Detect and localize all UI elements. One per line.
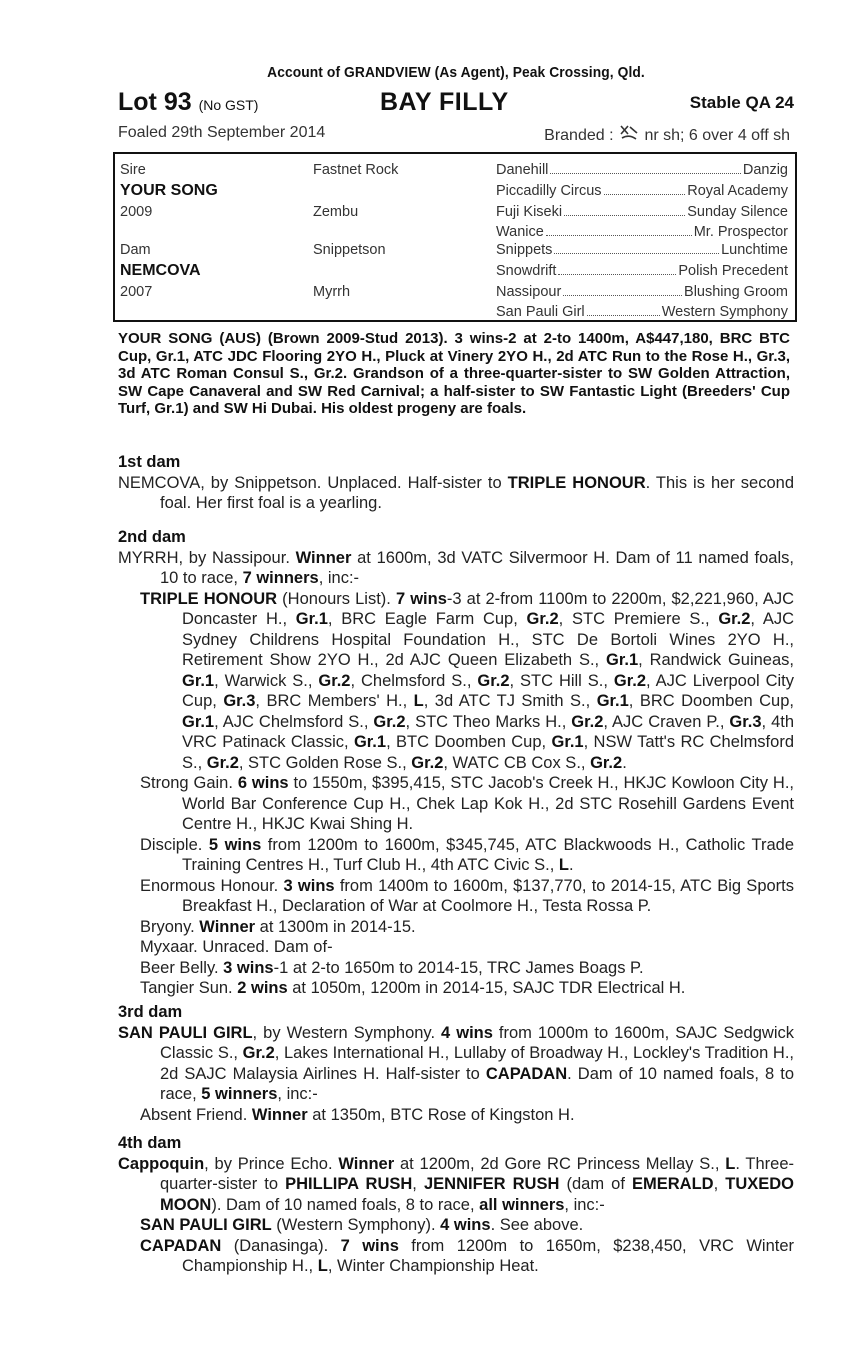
second-dam-intro: MYRRH, by Nassipour. Winner at 1600m, 3d VATC Silvermoor H. Dam of 11 named foals, 10 to race, 7 winners, inc:- — [118, 548, 794, 587]
grandparent-row — [496, 204, 788, 220]
grandparent-name: Piccadilly Circus — [496, 183, 602, 199]
lot-header — [118, 88, 794, 116]
foaled-date: Foaled 29th September 2014 — [118, 124, 326, 141]
grandparent-name: Snowdrift — [496, 263, 557, 279]
progeny-entry: CAPADAN (Danasinga). 7 wins from 1200m to 1650m, $238,450, VRC Winter Championship H., L, Winter Championship Heat. — [140, 1236, 794, 1275]
grandparent-row — [496, 263, 788, 279]
grandparent-row — [496, 284, 788, 300]
progeny-entry: Strong Gain. 6 wins to 1550m, $395,415, STC Jacob's Creek H., HKJC Kowloon City H., World Bar Conference Cup H., Chek Lap Kok H., 2d STC Rosehill Gardens Event Centre H., HKJC Kwai Shing H. — [140, 774, 794, 833]
first-dam-text: NEMCOVA, by Snippetson. Unplaced. Half-sister to TRIPLE HONOUR. This is her second foal. Her first foal is a yearling. — [118, 473, 795, 512]
grandparent-row — [496, 242, 788, 258]
pedigree-table — [113, 152, 797, 322]
grandparent-name: Fuji Kiseki — [496, 204, 563, 220]
sire-sire: Fastnet Rock — [313, 162, 399, 178]
fourth-dam-section — [118, 1133, 794, 1277]
progeny-entry: Bryony. Winner at 1300m in 2014-15. — [140, 917, 416, 936]
brand-info — [544, 124, 790, 145]
grandparent-sire: Polish Precedent — [678, 263, 788, 279]
fourth-dam-heading: 4th dam — [118, 1134, 182, 1152]
third-dam-text: SAN PAULI GIRL, by Western Symphony. 4 wins from 1000m to 1600m, SAJC Sedgwick Classic S., Gr.2, Lakes International H., Lullaby of Broadway H., Lockley's Tradition H., 2d SAJC Malaysia Airlines H. Half-sister to CAPADAN. Dam of 10 named foals, 8 to race, 5 winners, inc:- — [118, 1023, 795, 1103]
grandparent-sire: Danzig — [742, 162, 788, 178]
dam-name: NEMCOVA — [120, 262, 201, 279]
grandparent-row — [496, 224, 788, 240]
grand-progeny-entry: Beer Belly. 3 wins-1 at 2-to 1650m to 2014-15, TRC James Boags P. — [140, 958, 644, 977]
lot-number — [118, 88, 258, 117]
branded-suffix: nr sh; 6 over 4 off sh — [644, 127, 790, 144]
dam-label: Dam — [120, 242, 151, 258]
sire-name: YOUR SONG — [120, 182, 218, 199]
first-dam-section — [118, 452, 794, 514]
progeny-entry: Absent Friend. Winner at 1350m, BTC Rose of Kingston H. — [140, 1105, 575, 1124]
dam-sire: Snippetson — [313, 242, 386, 258]
grandparent-sire: Western Symphony — [661, 304, 788, 320]
first-dam-heading: 1st dam — [118, 453, 181, 471]
grandparent-name: Wanice — [496, 224, 544, 240]
progeny-entry: Myxaar. Unraced. Dam of- — [140, 938, 333, 956]
grandparent-name: San Pauli Girl — [496, 304, 585, 320]
dam-year: 2007 — [120, 284, 153, 300]
third-dam-heading: 3rd dam — [118, 1003, 183, 1021]
grandparent-sire: Mr. Prospector — [693, 224, 788, 240]
grand-progeny-entry: Tangier Sun. 2 wins at 1050m, 1200m in 2014-15, SAJC TDR Electrical H. — [140, 979, 686, 997]
grandparent-sire: Sunday Silence — [687, 204, 788, 220]
stable-number: Stable QA 24 — [689, 93, 794, 112]
fourth-dam-text: Cappoquin, by Prince Echo. Winner at 1200m, 2d Gore RC Princess Mellay S., L. Three-quarter-sister to PHILLIPA RUSH, JENNIFER RUSH (dam of EMERALD, TUXEDO MOON). Dam of 10 named foals, 8 to race, all winners, inc:- — [118, 1154, 795, 1214]
third-dam-section — [118, 1002, 794, 1125]
second-dam-section — [118, 527, 794, 999]
grandparent-sire: Royal Academy — [687, 183, 788, 199]
gst-note: (No GST) — [198, 97, 259, 113]
branded-prefix: Branded : — [544, 127, 614, 144]
progeny-entry: SAN PAULI GIRL (Western Symphony). 4 wins. See above. — [140, 1216, 584, 1234]
grandparent-row — [496, 162, 788, 178]
sire-summary: YOUR SONG (AUS) (Brown 2009-Stud 2013). 3 wins-2 at 2-to 1400m, A$447,180, BRC BTC Cup, Gr.1, ATC JDC Flooring 2YO H., Pluck at Vinery 2YO H., 2d ATC Run to the Rose H., Gr.3, 3d ATC Roman Consul S., Gr.2. Grandson of a three-quarter-sister to SW Golden Attraction, SW Cape Canaveral and SW Red Carnival; a half-sister to SW Fantastic Light (Breeders' Cup Turf, Gr.1) and SW Hi Dubai. His oldest progeny are foals. — [118, 330, 790, 417]
grandparent-row — [496, 304, 788, 320]
second-dam-heading: 2nd dam — [118, 528, 186, 546]
progeny-entry: Enormous Honour. 3 wins from 1400m to 1600m, $137,770, to 2014-15, ATC Big Sports Breakfast H., Declaration of War at Coolmore H., Testa Rossa P. — [140, 876, 794, 915]
grandparent-row — [496, 183, 788, 199]
horse-description: BAY FILLY — [380, 88, 509, 116]
grandparent-name: Nassipour — [496, 284, 562, 300]
sire-label: Sire — [120, 162, 146, 178]
progeny-entry: TRIPLE HONOUR (Honours List). 7 wins-3 at 2-from 1100m to 2200m, $2,221,960, AJC Doncaster H., Gr.1, BRC Eagle Farm Cup, Gr.2, STC Premiere S., Gr.2, AJC Sydney Childrens Hospital Foundation H., STC De Bortoli Wines 2YO H., Retirement Show 2YO H., 2d AJC Queen Elizabeth S., Gr.1, Randwick Guineas, Gr.1, Warwick S., Gr.2, Chelmsford S., Gr.2, STC Hill S., Gr.2, AJC Liverpool City Cup, Gr.3, BRC Members' H., L, 3d ATC TJ Smith S., Gr.1, BRC Doomben Cup, Gr.1, AJC Chelmsford S., Gr.2, STC Theo Marks H., Gr.2, AJC Craven P., Gr.3, 4th VRC Patinack Classic, Gr.1, BTC Doomben Cup, Gr.1, NSW Tatt's RC Chelmsford S., Gr.2, STC Golden Rose S., Gr.2, WATC CB Cox S., Gr.2. — [140, 589, 795, 772]
brand-mark-icon — [618, 124, 640, 142]
grandparent-sire: Blushing Groom — [684, 284, 788, 300]
sire-dam: Zembu — [313, 204, 359, 220]
dam-dam: Myrrh — [313, 284, 351, 300]
progeny-entry: Disciple. 5 wins from 1200m to 1600m, $345,745, ATC Blackwoods H., Catholic Trade Training Centres H., Turf Club H., 4th ATC Civic S., L. — [140, 835, 795, 874]
grandparent-sire: Lunchtime — [721, 242, 788, 258]
grandparent-name: Danehill — [496, 162, 549, 178]
grandparent-name: Snippets — [496, 242, 553, 258]
sire-year: 2009 — [120, 204, 153, 220]
lot-label: Lot 93 — [118, 88, 192, 116]
vendor-account: Account of GRANDVIEW (As Agent), Peak Crossing, Qld. — [267, 64, 645, 81]
